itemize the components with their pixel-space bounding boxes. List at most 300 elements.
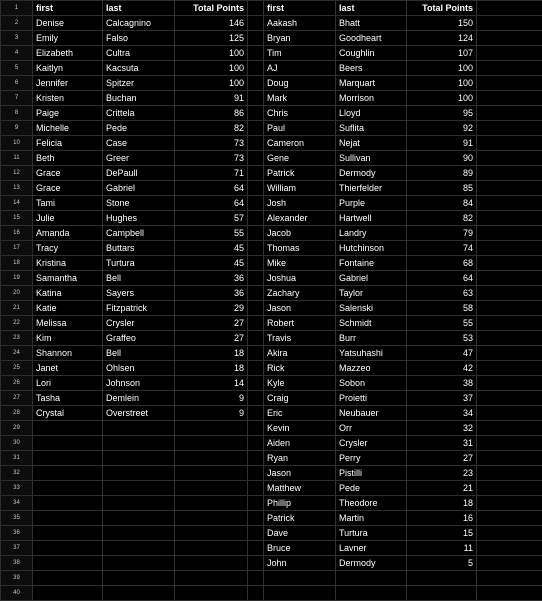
grid-cell[interactable]: Thomas [264, 241, 336, 256]
grid-cell[interactable]: 45 [175, 241, 248, 256]
grid-cell[interactable]: Beth [33, 151, 103, 166]
empty-cell[interactable] [248, 541, 264, 556]
row-number[interactable]: 2 [1, 16, 33, 31]
grid-cell[interactable]: Dave [264, 526, 336, 541]
grid-cell[interactable]: Samantha [33, 271, 103, 286]
grid-cell[interactable]: Bryan [264, 31, 336, 46]
grid-cell[interactable]: Sullivan [336, 151, 407, 166]
grid-cell[interactable]: 86 [175, 106, 248, 121]
empty-cell[interactable] [248, 226, 264, 241]
grid-cell[interactable]: 34 [407, 406, 477, 421]
row-number[interactable]: 25 [1, 361, 33, 376]
grid-cell[interactable]: 85 [407, 181, 477, 196]
grid-cell[interactable]: 31 [407, 436, 477, 451]
empty-cell[interactable] [477, 556, 542, 571]
empty-cell[interactable] [248, 136, 264, 151]
empty-cell[interactable] [248, 241, 264, 256]
empty-cell[interactable] [477, 16, 542, 31]
row-number[interactable]: 29 [1, 421, 33, 436]
row-number[interactable]: 3 [1, 31, 33, 46]
grid-cell[interactable]: 82 [407, 211, 477, 226]
grid-cell[interactable] [407, 571, 477, 586]
row-number[interactable]: 20 [1, 286, 33, 301]
grid-cell[interactable] [264, 586, 336, 601]
grid-cell[interactable]: Kristina [33, 256, 103, 271]
row-number[interactable]: 35 [1, 511, 33, 526]
empty-cell[interactable] [477, 241, 542, 256]
grid-cell[interactable] [103, 556, 175, 571]
empty-cell[interactable] [248, 391, 264, 406]
grid-cell[interactable]: Calcagnino [103, 16, 175, 31]
grid-cell[interactable] [103, 421, 175, 436]
grid-cell[interactable] [175, 421, 248, 436]
grid-cell[interactable]: Dermody [336, 166, 407, 181]
grid-cell[interactable]: 27 [175, 331, 248, 346]
grid-cell[interactable] [33, 526, 103, 541]
row-number[interactable]: 9 [1, 121, 33, 136]
grid-cell[interactable]: 38 [407, 376, 477, 391]
grid-cell[interactable]: Fitzpatrick [103, 301, 175, 316]
grid-cell[interactable]: Mazzeo [336, 361, 407, 376]
empty-cell[interactable] [248, 436, 264, 451]
empty-cell[interactable] [477, 91, 542, 106]
grid-cell[interactable]: Akira [264, 346, 336, 361]
grid-cell[interactable]: 9 [175, 391, 248, 406]
row-number[interactable]: 33 [1, 481, 33, 496]
grid-cell[interactable] [33, 451, 103, 466]
grid-cell[interactable] [33, 466, 103, 481]
grid-cell[interactable]: Michelle [33, 121, 103, 136]
grid-cell[interactable]: Alexander [264, 211, 336, 226]
grid-cell[interactable]: Buchan [103, 91, 175, 106]
empty-cell[interactable] [477, 46, 542, 61]
grid-cell[interactable]: 90 [407, 151, 477, 166]
column-header[interactable]: last [103, 1, 175, 16]
grid-cell[interactable]: Eric [264, 406, 336, 421]
grid-cell[interactable] [103, 526, 175, 541]
empty-cell[interactable] [477, 436, 542, 451]
grid-cell[interactable]: Aakash [264, 16, 336, 31]
grid-cell[interactable]: Kristen [33, 91, 103, 106]
row-number[interactable]: 14 [1, 196, 33, 211]
empty-cell[interactable] [248, 496, 264, 511]
grid-cell[interactable]: 125 [175, 31, 248, 46]
grid-cell[interactable]: 64 [175, 196, 248, 211]
grid-cell[interactable]: Neubauer [336, 406, 407, 421]
grid-cell[interactable]: 100 [175, 76, 248, 91]
grid-cell[interactable]: 15 [407, 526, 477, 541]
grid-cell[interactable] [33, 586, 103, 601]
empty-cell[interactable] [248, 196, 264, 211]
row-number[interactable]: 24 [1, 346, 33, 361]
grid-cell[interactable]: Goodheart [336, 31, 407, 46]
grid-cell[interactable]: Yatsuhashi [336, 346, 407, 361]
grid-cell[interactable] [103, 496, 175, 511]
grid-cell[interactable]: Zachary [264, 286, 336, 301]
row-number[interactable]: 15 [1, 211, 33, 226]
grid-cell[interactable]: Melissa [33, 316, 103, 331]
grid-cell[interactable]: 71 [175, 166, 248, 181]
grid-cell[interactable]: Denise [33, 16, 103, 31]
empty-cell[interactable] [248, 511, 264, 526]
empty-cell[interactable] [477, 511, 542, 526]
grid-cell[interactable] [103, 511, 175, 526]
row-number[interactable]: 11 [1, 151, 33, 166]
grid-cell[interactable]: 23 [407, 466, 477, 481]
grid-cell[interactable]: Gene [264, 151, 336, 166]
grid-cell[interactable]: Kaitlyn [33, 61, 103, 76]
grid-cell[interactable]: Turtura [103, 256, 175, 271]
grid-cell[interactable]: Marquart [336, 76, 407, 91]
empty-cell[interactable] [477, 391, 542, 406]
grid-cell[interactable] [33, 556, 103, 571]
empty-cell[interactable] [477, 496, 542, 511]
grid-cell[interactable]: Craig [264, 391, 336, 406]
grid-cell[interactable]: Dermody [336, 556, 407, 571]
empty-cell[interactable] [248, 166, 264, 181]
grid-cell[interactable]: 150 [407, 16, 477, 31]
grid-cell[interactable]: Lavner [336, 541, 407, 556]
row-number[interactable]: 38 [1, 556, 33, 571]
grid-cell[interactable]: 107 [407, 46, 477, 61]
grid-cell[interactable]: 68 [407, 256, 477, 271]
empty-cell[interactable] [248, 76, 264, 91]
empty-cell[interactable] [248, 106, 264, 121]
column-header[interactable]: first [33, 1, 103, 16]
grid-cell[interactable]: 16 [407, 511, 477, 526]
empty-cell[interactable] [477, 31, 542, 46]
grid-cell[interactable]: 89 [407, 166, 477, 181]
grid-cell[interactable]: Beers [336, 61, 407, 76]
grid-cell[interactable]: Pede [103, 121, 175, 136]
empty-cell[interactable] [477, 61, 542, 76]
empty-cell[interactable] [477, 541, 542, 556]
empty-cell[interactable] [477, 316, 542, 331]
grid-cell[interactable]: 100 [407, 76, 477, 91]
empty-cell[interactable] [248, 376, 264, 391]
grid-cell[interactable] [33, 496, 103, 511]
grid-cell[interactable] [175, 556, 248, 571]
empty-cell[interactable] [477, 301, 542, 316]
grid-cell[interactable] [175, 496, 248, 511]
row-number[interactable]: 18 [1, 256, 33, 271]
grid-cell[interactable] [175, 466, 248, 481]
grid-cell[interactable]: Jennifer [33, 76, 103, 91]
row-number[interactable]: 31 [1, 451, 33, 466]
row-number[interactable]: 13 [1, 181, 33, 196]
grid-cell[interactable]: Suflita [336, 121, 407, 136]
grid-cell[interactable]: AJ [264, 61, 336, 76]
empty-cell[interactable] [248, 61, 264, 76]
grid-cell[interactable]: Ohlsen [103, 361, 175, 376]
grid-cell[interactable]: Nejat [336, 136, 407, 151]
grid-cell[interactable] [103, 451, 175, 466]
grid-cell[interactable] [175, 571, 248, 586]
empty-cell[interactable] [248, 526, 264, 541]
grid-cell[interactable]: 36 [175, 286, 248, 301]
empty-cell[interactable] [248, 421, 264, 436]
grid-cell[interactable]: Martin [336, 511, 407, 526]
grid-cell[interactable]: Shannon [33, 346, 103, 361]
grid-cell[interactable]: Cultra [103, 46, 175, 61]
grid-cell[interactable]: Morrison [336, 91, 407, 106]
grid-cell[interactable]: Emily [33, 31, 103, 46]
grid-cell[interactable] [264, 571, 336, 586]
row-number[interactable]: 12 [1, 166, 33, 181]
grid-cell[interactable]: Bhatt [336, 16, 407, 31]
grid-cell[interactable]: Grace [33, 181, 103, 196]
grid-cell[interactable]: Coughlin [336, 46, 407, 61]
row-number[interactable]: 17 [1, 241, 33, 256]
empty-cell[interactable] [477, 451, 542, 466]
row-number[interactable]: 6 [1, 76, 33, 91]
grid-cell[interactable]: Theodore [336, 496, 407, 511]
column-header[interactable]: Total Points [175, 1, 248, 16]
grid-cell[interactable]: Phillip [264, 496, 336, 511]
grid-cell[interactable]: Tim [264, 46, 336, 61]
grid-cell[interactable]: Janet [33, 361, 103, 376]
grid-cell[interactable]: 57 [175, 211, 248, 226]
grid-cell[interactable]: Demlein [103, 391, 175, 406]
grid-cell[interactable]: 100 [175, 46, 248, 61]
row-number[interactable]: 16 [1, 226, 33, 241]
grid-cell[interactable] [336, 586, 407, 601]
grid-cell[interactable]: Jacob [264, 226, 336, 241]
grid-cell[interactable] [175, 451, 248, 466]
grid-cell[interactable]: 47 [407, 346, 477, 361]
grid-cell[interactable]: Josh [264, 196, 336, 211]
grid-cell[interactable]: Graffeo [103, 331, 175, 346]
grid-cell[interactable]: Bell [103, 271, 175, 286]
empty-cell[interactable] [248, 211, 264, 226]
grid-cell[interactable]: Jason [264, 301, 336, 316]
grid-cell[interactable]: Mark [264, 91, 336, 106]
grid-cell[interactable]: 53 [407, 331, 477, 346]
empty-cell[interactable] [477, 421, 542, 436]
grid-cell[interactable]: DePaull [103, 166, 175, 181]
grid-cell[interactable]: 18 [175, 346, 248, 361]
grid-cell[interactable]: 37 [407, 391, 477, 406]
grid-cell[interactable]: Overstreet [103, 406, 175, 421]
grid-cell[interactable]: Schmidt [336, 316, 407, 331]
grid-cell[interactable] [33, 511, 103, 526]
grid-cell[interactable]: 64 [175, 181, 248, 196]
row-number[interactable]: 28 [1, 406, 33, 421]
grid-cell[interactable]: Stone [103, 196, 175, 211]
empty-cell[interactable] [248, 31, 264, 46]
grid-cell[interactable]: Hartwell [336, 211, 407, 226]
empty-cell[interactable] [477, 286, 542, 301]
grid-cell[interactable]: Bell [103, 346, 175, 361]
grid-cell[interactable]: Doug [264, 76, 336, 91]
empty-cell[interactable] [477, 331, 542, 346]
row-number[interactable]: 32 [1, 466, 33, 481]
empty-cell[interactable] [477, 271, 542, 286]
grid-cell[interactable]: 100 [407, 91, 477, 106]
grid-cell[interactable]: Kacsuta [103, 61, 175, 76]
grid-cell[interactable]: Tracy [33, 241, 103, 256]
grid-cell[interactable]: 63 [407, 286, 477, 301]
empty-cell[interactable] [248, 316, 264, 331]
grid-cell[interactable]: 27 [175, 316, 248, 331]
grid-cell[interactable]: Salenski [336, 301, 407, 316]
grid-cell[interactable]: Elizabeth [33, 46, 103, 61]
empty-cell[interactable] [248, 571, 264, 586]
empty-cell[interactable] [477, 256, 542, 271]
row-number[interactable]: 34 [1, 496, 33, 511]
grid-cell[interactable]: Crystal [33, 406, 103, 421]
empty-cell[interactable] [477, 166, 542, 181]
grid-cell[interactable]: 79 [407, 226, 477, 241]
grid-cell[interactable]: 100 [175, 61, 248, 76]
grid-cell[interactable]: Purple [336, 196, 407, 211]
grid-cell[interactable]: Taylor [336, 286, 407, 301]
empty-cell[interactable] [248, 181, 264, 196]
grid-cell[interactable]: Paige [33, 106, 103, 121]
empty-cell[interactable] [477, 211, 542, 226]
row-number[interactable]: 26 [1, 376, 33, 391]
grid-cell[interactable]: Ryan [264, 451, 336, 466]
row-number[interactable]: 22 [1, 316, 33, 331]
grid-cell[interactable]: Pistilli [336, 466, 407, 481]
grid-cell[interactable]: Crysler [336, 436, 407, 451]
grid-cell[interactable]: Tasha [33, 391, 103, 406]
grid-cell[interactable]: Kevin [264, 421, 336, 436]
grid-cell[interactable]: 73 [175, 151, 248, 166]
grid-cell[interactable]: 84 [407, 196, 477, 211]
grid-cell[interactable]: 55 [175, 226, 248, 241]
grid-cell[interactable] [33, 481, 103, 496]
empty-cell[interactable] [248, 91, 264, 106]
row-number[interactable]: 21 [1, 301, 33, 316]
empty-cell[interactable] [477, 466, 542, 481]
grid-cell[interactable]: Crittela [103, 106, 175, 121]
empty-cell[interactable] [248, 16, 264, 31]
row-number[interactable]: 19 [1, 271, 33, 286]
empty-cell[interactable] [477, 76, 542, 91]
grid-cell[interactable]: 124 [407, 31, 477, 46]
grid-cell[interactable] [33, 541, 103, 556]
grid-cell[interactable]: Turtura [336, 526, 407, 541]
grid-cell[interactable]: 95 [407, 106, 477, 121]
grid-cell[interactable]: Tami [33, 196, 103, 211]
grid-cell[interactable]: 29 [175, 301, 248, 316]
empty-cell[interactable] [477, 571, 542, 586]
grid-cell[interactable]: Jason [264, 466, 336, 481]
grid-cell[interactable] [103, 541, 175, 556]
row-number[interactable]: 10 [1, 136, 33, 151]
column-header[interactable]: last [336, 1, 407, 16]
grid-cell[interactable] [336, 571, 407, 586]
grid-cell[interactable]: Gabriel [103, 181, 175, 196]
grid-cell[interactable]: 18 [407, 496, 477, 511]
grid-cell[interactable]: 45 [175, 256, 248, 271]
grid-cell[interactable]: Joshua [264, 271, 336, 286]
grid-cell[interactable]: Amanda [33, 226, 103, 241]
grid-cell[interactable]: Aiden [264, 436, 336, 451]
empty-cell[interactable] [477, 586, 542, 601]
grid-cell[interactable]: William [264, 181, 336, 196]
grid-cell[interactable]: 92 [407, 121, 477, 136]
row-number[interactable]: 30 [1, 436, 33, 451]
row-number[interactable]: 36 [1, 526, 33, 541]
grid-cell[interactable]: 64 [407, 271, 477, 286]
row-number[interactable]: 1 [1, 1, 33, 16]
grid-cell[interactable]: Matthew [264, 481, 336, 496]
row-number[interactable]: 4 [1, 46, 33, 61]
row-number[interactable]: 5 [1, 61, 33, 76]
grid-cell[interactable]: Falso [103, 31, 175, 46]
grid-cell[interactable]: Robert [264, 316, 336, 331]
grid-cell[interactable] [175, 541, 248, 556]
grid-cell[interactable]: 42 [407, 361, 477, 376]
grid-cell[interactable]: 58 [407, 301, 477, 316]
empty-cell[interactable] [248, 556, 264, 571]
empty-cell[interactable] [477, 226, 542, 241]
empty-cell[interactable] [477, 121, 542, 136]
grid-cell[interactable]: 100 [407, 61, 477, 76]
empty-cell[interactable] [248, 346, 264, 361]
empty-cell[interactable] [477, 406, 542, 421]
empty-cell[interactable] [248, 406, 264, 421]
grid-cell[interactable]: Proietti [336, 391, 407, 406]
grid-cell[interactable]: 11 [407, 541, 477, 556]
grid-cell[interactable]: Sobon [336, 376, 407, 391]
grid-cell[interactable]: Katie [33, 301, 103, 316]
empty-cell[interactable] [477, 481, 542, 496]
grid-cell[interactable]: Kim [33, 331, 103, 346]
empty-cell[interactable] [248, 361, 264, 376]
grid-cell[interactable]: Crysler [103, 316, 175, 331]
column-header[interactable]: first [264, 1, 336, 16]
row-number[interactable]: 8 [1, 106, 33, 121]
empty-cell[interactable] [477, 136, 542, 151]
grid-cell[interactable]: Gabriel [336, 271, 407, 286]
row-number[interactable]: 7 [1, 91, 33, 106]
grid-cell[interactable]: Pede [336, 481, 407, 496]
grid-cell[interactable]: Paul [264, 121, 336, 136]
row-number[interactable]: 23 [1, 331, 33, 346]
grid-cell[interactable]: Lloyd [336, 106, 407, 121]
empty-cell[interactable] [248, 301, 264, 316]
grid-cell[interactable]: 55 [407, 316, 477, 331]
row-number[interactable]: 40 [1, 586, 33, 601]
grid-cell[interactable] [175, 586, 248, 601]
grid-cell[interactable]: Case [103, 136, 175, 151]
grid-cell[interactable]: Grace [33, 166, 103, 181]
grid-cell[interactable]: 14 [175, 376, 248, 391]
grid-cell[interactable]: Travis [264, 331, 336, 346]
grid-cell[interactable]: 5 [407, 556, 477, 571]
empty-cell[interactable] [248, 46, 264, 61]
row-number[interactable]: 39 [1, 571, 33, 586]
grid-cell[interactable] [33, 421, 103, 436]
grid-cell[interactable]: 82 [175, 121, 248, 136]
grid-cell[interactable]: Thierfelder [336, 181, 407, 196]
grid-cell[interactable]: Johnson [103, 376, 175, 391]
grid-cell[interactable]: Fontaine [336, 256, 407, 271]
grid-cell[interactable]: Lori [33, 376, 103, 391]
empty-cell[interactable] [477, 181, 542, 196]
grid-cell[interactable] [175, 436, 248, 451]
empty-cell[interactable] [248, 286, 264, 301]
grid-cell[interactable]: Julie [33, 211, 103, 226]
grid-cell[interactable] [175, 511, 248, 526]
empty-cell[interactable] [477, 526, 542, 541]
empty-cell[interactable] [477, 151, 542, 166]
grid-cell[interactable]: Sayers [103, 286, 175, 301]
grid-cell[interactable]: Perry [336, 451, 407, 466]
